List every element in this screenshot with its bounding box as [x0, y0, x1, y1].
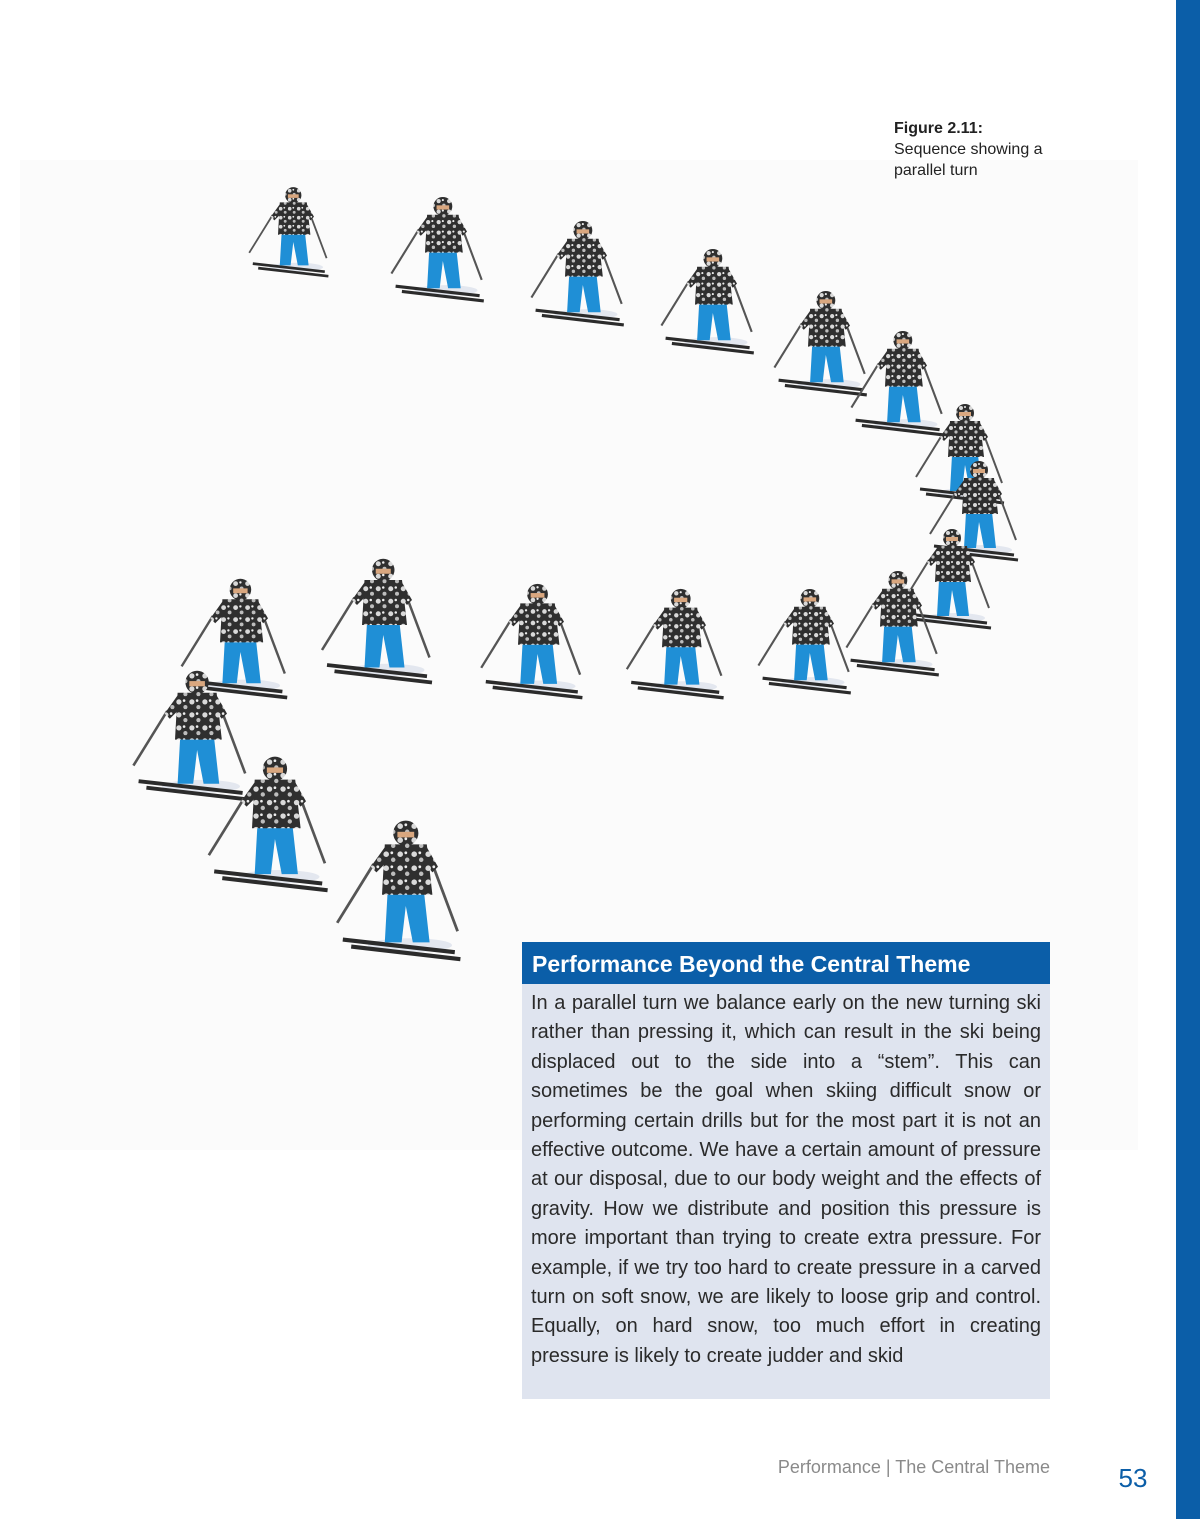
skier-figure [758, 589, 850, 693]
skier-figure [774, 291, 866, 395]
skier-figure [481, 584, 582, 698]
sidebar-box [522, 942, 1050, 1399]
skier-figure [661, 249, 753, 353]
skier-figure [846, 571, 938, 675]
skier-figure [391, 197, 483, 301]
skier-figure [337, 821, 460, 960]
skier-figure [627, 589, 724, 698]
skier-figure [531, 221, 623, 325]
skier-figure [930, 461, 1018, 560]
figure-label: Figure 2.11: [894, 120, 983, 137]
figure-caption-text: Sequence showing a parallel turn [894, 141, 1043, 179]
sidebar-box-title: Performance Beyond the Central Theme [522, 942, 1050, 984]
page-number: 53 [1118, 1463, 1148, 1493]
running-head: Performance | The Central Theme [777, 1457, 1050, 1477]
figure-caption [894, 118, 1074, 181]
skier-figure [322, 559, 432, 683]
skier-figure [851, 331, 943, 435]
skier-figure [249, 187, 328, 276]
sidebar-box-body: In a parallel turn we balance early on the new turning ski rather than pressing it, which can result in the ski being displaced out to the side into a “stem”. This can sometimes be the goal when skiing difficult snow or performing certain drills but for the most part it is not an effective outcome. We have a certain amount of pressure at our disposal, due to our body weight and the effects of gravity. How we distribute and position this pressure is more important than trying to create extra pressure. For example, if we try too hard to create pressure in a carved turn on soft snow, we are likely to loose grip and control. Equally, on hard snow, too much effort in creating pressure is likely to create judder and skid [531, 992, 1041, 1367]
skier-figure [209, 757, 328, 891]
